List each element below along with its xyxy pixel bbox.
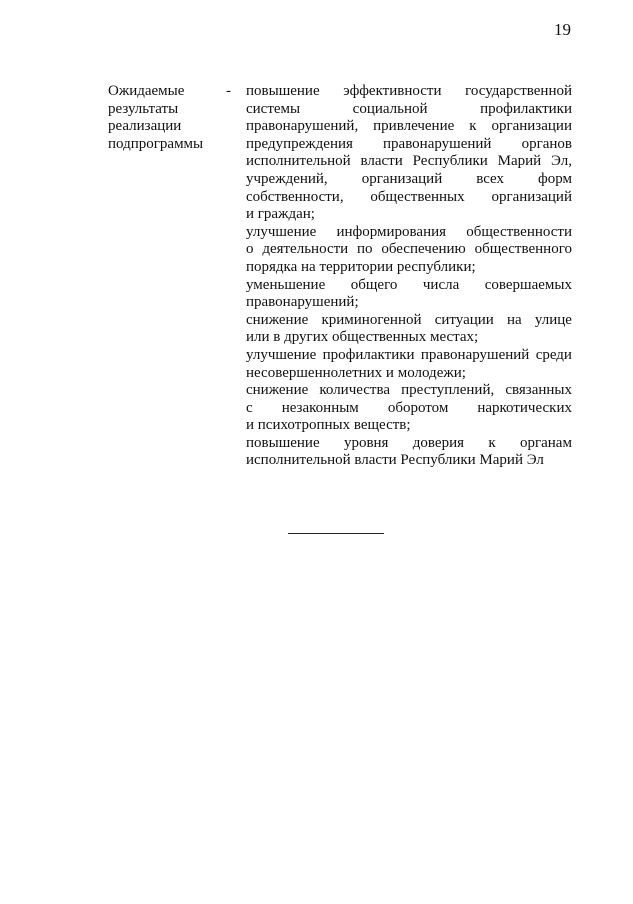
result-word: оборотом bbox=[387, 399, 449, 416]
result-word: порядка на территории республики; bbox=[246, 258, 476, 275]
result-word: правонарушений bbox=[383, 135, 492, 152]
section-label-line: реализации bbox=[108, 118, 182, 135]
result-line bbox=[246, 382, 572, 400]
result-line bbox=[246, 277, 572, 295]
result-word: несовершеннолетних и молодежи; bbox=[246, 364, 466, 381]
result-word: снижение bbox=[246, 382, 309, 399]
result-word: профилактики bbox=[480, 100, 572, 117]
result-word: общественности bbox=[466, 223, 572, 240]
result-word: правонарушений, bbox=[246, 118, 359, 135]
result-line bbox=[246, 118, 572, 136]
result-word: о bbox=[246, 241, 254, 258]
result-word: преступлений, bbox=[401, 382, 495, 399]
result-item bbox=[246, 83, 572, 224]
result-word: организаций bbox=[361, 170, 443, 187]
result-word: организаций bbox=[491, 188, 572, 205]
result-word: деятельности bbox=[262, 241, 349, 258]
result-word: всех bbox=[476, 170, 505, 187]
result-word: правонарушений bbox=[420, 346, 530, 363]
result-word: ситуации bbox=[434, 311, 494, 328]
result-word: учреждений, bbox=[246, 170, 328, 187]
result-line bbox=[246, 435, 572, 453]
result-line bbox=[246, 417, 572, 435]
result-word: власти bbox=[360, 153, 403, 170]
result-item bbox=[246, 435, 572, 470]
result-word: системы bbox=[246, 100, 301, 117]
result-line bbox=[246, 312, 572, 330]
result-word: улице bbox=[534, 311, 572, 328]
section-label-line: подпрограммы bbox=[108, 135, 204, 152]
result-word: незаконным bbox=[281, 399, 359, 416]
result-word: информирования bbox=[336, 223, 447, 240]
result-word: предупреждения bbox=[246, 135, 353, 152]
result-word: на bbox=[507, 311, 522, 328]
result-word: по bbox=[357, 241, 373, 258]
result-word: среди bbox=[535, 346, 572, 363]
result-word: наркотических bbox=[477, 399, 572, 416]
section-label-line: результаты bbox=[108, 100, 179, 117]
result-word: собственности, bbox=[246, 188, 344, 205]
result-word: привлечение bbox=[373, 118, 455, 135]
result-line bbox=[246, 101, 572, 119]
result-word: общественного bbox=[474, 241, 572, 258]
section-label bbox=[108, 83, 218, 153]
result-word: криминогенной bbox=[321, 311, 422, 328]
result-line bbox=[246, 329, 572, 347]
result-word: Марий bbox=[497, 153, 542, 170]
label-dash: - bbox=[226, 83, 231, 99]
page-number: 19 bbox=[554, 20, 571, 39]
result-item bbox=[246, 224, 572, 277]
result-word: эффективности bbox=[343, 83, 442, 99]
result-item bbox=[246, 277, 572, 312]
result-word: совершаемых bbox=[484, 276, 572, 293]
result-line bbox=[246, 452, 572, 470]
result-word: форм bbox=[538, 170, 572, 187]
result-item bbox=[246, 312, 572, 347]
result-word: с bbox=[246, 399, 253, 416]
result-line bbox=[246, 189, 572, 207]
result-line bbox=[246, 294, 572, 312]
result-word: социальной bbox=[352, 100, 428, 117]
result-word: органам bbox=[519, 434, 572, 451]
result-word: Республики bbox=[412, 153, 488, 170]
result-line bbox=[246, 153, 572, 171]
result-word: улучшение bbox=[246, 346, 317, 363]
result-line bbox=[246, 224, 572, 242]
result-item bbox=[246, 382, 572, 435]
result-word: повышение bbox=[246, 83, 320, 99]
result-word: количества bbox=[319, 382, 391, 399]
result-word: связанных bbox=[505, 382, 572, 399]
section-label-line: Ожидаемые bbox=[108, 83, 185, 99]
result-word: к bbox=[488, 434, 496, 451]
result-word: уровня bbox=[343, 434, 389, 451]
result-line bbox=[246, 136, 572, 154]
result-line bbox=[246, 259, 572, 277]
result-line bbox=[246, 365, 572, 383]
result-word: и психотропных веществ; bbox=[246, 417, 411, 434]
result-word: улучшение bbox=[246, 223, 317, 240]
result-line bbox=[246, 206, 572, 224]
result-line bbox=[246, 400, 572, 418]
result-line bbox=[246, 347, 572, 365]
result-word: и граждан; bbox=[246, 206, 315, 223]
result-word: обеспечению bbox=[381, 241, 466, 258]
result-word: исполнительной власти Республики Марий Эл bbox=[246, 452, 544, 469]
result-word: числа bbox=[422, 276, 460, 293]
result-word: повышение bbox=[246, 434, 320, 451]
result-line bbox=[246, 83, 572, 101]
result-line bbox=[246, 241, 572, 259]
result-word: Эл, bbox=[551, 153, 572, 170]
result-item bbox=[246, 347, 572, 382]
result-word: снижение bbox=[246, 311, 309, 328]
result-line bbox=[246, 171, 572, 189]
result-word: правонарушений; bbox=[246, 294, 359, 311]
result-word: организации bbox=[491, 118, 572, 135]
expected-results-list bbox=[246, 83, 572, 470]
separator-line bbox=[288, 533, 384, 534]
result-word: государственной bbox=[465, 83, 572, 99]
result-word: общего bbox=[350, 276, 398, 293]
result-word: доверия bbox=[412, 434, 464, 451]
result-word: профилактики bbox=[322, 346, 415, 363]
result-word: органов bbox=[521, 135, 572, 152]
result-word: исполнительной bbox=[246, 153, 351, 170]
result-word: к bbox=[469, 118, 477, 135]
result-word: уменьшение bbox=[246, 276, 326, 293]
result-word: или в других общественных местах; bbox=[246, 329, 479, 346]
result-word: общественных bbox=[370, 188, 465, 205]
